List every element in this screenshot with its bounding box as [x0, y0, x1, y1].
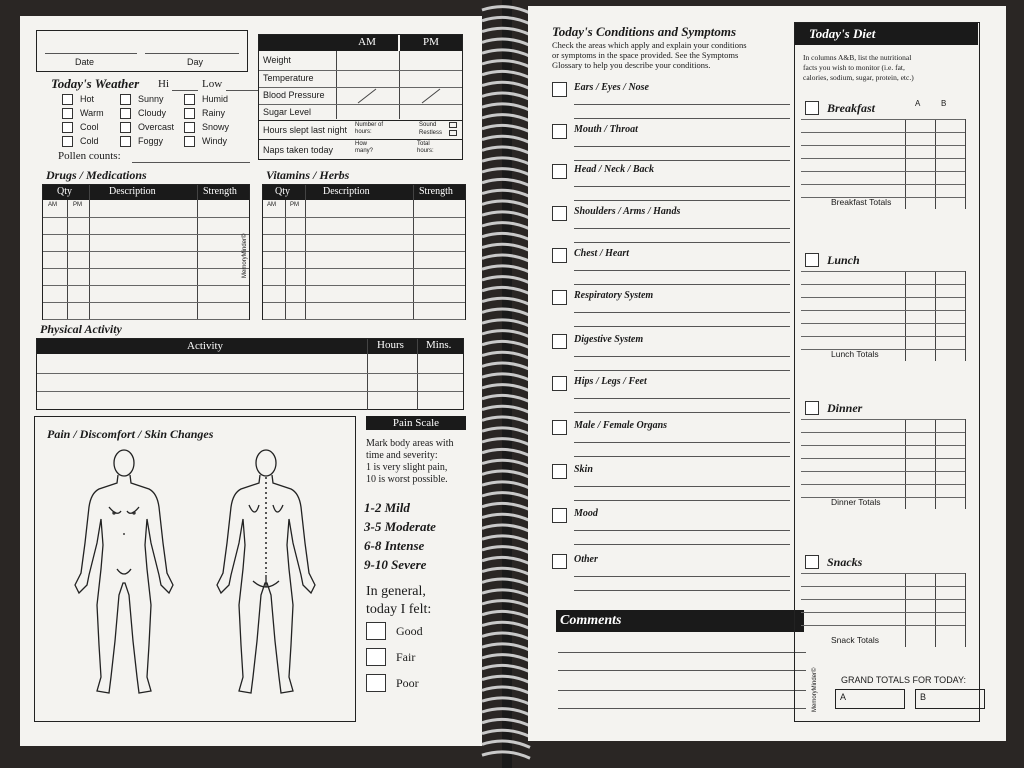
grand-total-a[interactable]: [835, 689, 905, 709]
condition-label: Shoulders / Arms / Hands: [574, 206, 681, 217]
drugs-table: [42, 184, 250, 320]
condition-checkbox[interactable]: [552, 464, 567, 479]
condition-label: Chest / Heart: [574, 248, 630, 259]
weather-option-label: Windy: [202, 136, 228, 146]
activity-header: Activity: [187, 340, 224, 352]
condition-label: Male / Female Organs: [574, 420, 668, 431]
vitals-weight: Weight: [263, 55, 291, 65]
vitamins-pm-label: PM: [290, 202, 299, 208]
condition-checkbox[interactable]: [552, 376, 567, 391]
pain-instruction-line: Mark body areas with: [366, 438, 454, 449]
meal-totals-label: Snack Totals: [831, 635, 880, 645]
meal-name: Lunch: [827, 253, 860, 267]
conditions-instruction-line: Glossary to help you describe your conditions.: [552, 60, 711, 70]
vitals-box: [258, 34, 463, 160]
condition-label: Ears / Eyes / Nose: [574, 82, 649, 93]
meal-checkbox[interactable]: [805, 253, 819, 267]
condition-checkbox[interactable]: [552, 554, 567, 569]
body-back-figure[interactable]: [201, 445, 331, 707]
date-label: Date: [75, 57, 95, 67]
drugs-pm-label: PM: [73, 202, 82, 208]
condition-checkbox[interactable]: [552, 334, 567, 349]
weather-checkbox[interactable]: [62, 94, 73, 105]
condition-label: Respiratory System: [574, 290, 654, 301]
feeling-checkbox[interactable]: [366, 674, 386, 692]
vitals-blood-pressure: Blood Pressure: [263, 90, 325, 100]
diet-col-b-header: B: [941, 99, 947, 108]
drugs-strength-header: Strength: [203, 186, 237, 197]
body-front-figure[interactable]: [59, 445, 189, 707]
pain-box: [34, 416, 356, 722]
conditions-title: Today's Conditions and Symptoms: [552, 24, 737, 39]
feeling-label: Poor: [396, 676, 419, 690]
meal-grid[interactable]: [801, 271, 973, 361]
meal-grid[interactable]: [801, 119, 973, 209]
pain-instruction-line: 10 is worst possible.: [366, 474, 448, 485]
drugs-am-label: AM: [48, 202, 57, 208]
pain-level: 9-10 Severe: [364, 557, 427, 572]
weather-checkbox[interactable]: [62, 122, 73, 133]
hours-slept-label: Hours slept last night: [263, 125, 348, 135]
diet-instruction-line: facts you wish to monitor (i.e. fat,: [803, 63, 905, 72]
weather-checkbox[interactable]: [184, 122, 195, 133]
condition-label: Hips / Legs / Feet: [574, 376, 647, 387]
left-page: [20, 16, 482, 746]
condition-label: Digestive System: [574, 334, 644, 345]
condition-label: Head / Neck / Back: [574, 164, 654, 175]
meal-name: Dinner: [827, 401, 863, 415]
meal-totals-label: Lunch Totals: [831, 349, 879, 359]
feeling-label: Fair: [396, 650, 416, 664]
number-of-hours-label: Number of hours:: [355, 122, 384, 135]
day-label: Day: [187, 57, 204, 67]
weather-checkbox[interactable]: [184, 94, 195, 105]
weather-checkbox[interactable]: [62, 108, 73, 119]
condition-checkbox[interactable]: [552, 82, 567, 97]
meal-grid[interactable]: [801, 419, 973, 509]
naps-label: Naps taken today: [263, 145, 334, 155]
diet-box: [794, 22, 980, 722]
pain-level: 3-5 Moderate: [364, 519, 436, 534]
weather-checkbox[interactable]: [184, 108, 195, 119]
pain-title: Pain / Discomfort / Skin Changes: [47, 427, 214, 441]
drugs-description-header: Description: [109, 186, 156, 197]
condition-label: Skin: [574, 464, 593, 475]
condition-checkbox[interactable]: [552, 164, 567, 179]
activity-table: [36, 338, 464, 410]
condition-checkbox[interactable]: [552, 420, 567, 435]
grand-totals-label: GRAND TOTALS FOR TODAY:: [841, 675, 967, 685]
weather-title: Today's Weather: [51, 76, 140, 91]
weather-checkbox[interactable]: [120, 94, 131, 105]
pain-level: 6-8 Intense: [364, 538, 425, 553]
weather-option-label: Rainy: [202, 108, 226, 118]
meal-checkbox[interactable]: [805, 401, 819, 415]
weather-option-label: Foggy: [138, 136, 164, 146]
vitamins-title: Vitamins / Herbs: [266, 168, 350, 182]
meal-totals-label: Dinner Totals: [831, 497, 881, 507]
general-feeling-label-2: today I felt:: [366, 602, 432, 617]
condition-checkbox[interactable]: [552, 508, 567, 523]
weather-option-label: Snowy: [202, 122, 230, 132]
vitals-pm-header: PM: [400, 35, 462, 51]
condition-checkbox[interactable]: [552, 206, 567, 221]
vitamins-description-header: Description: [323, 186, 370, 197]
weather-option-label: Warm: [80, 108, 104, 118]
condition-checkbox[interactable]: [552, 248, 567, 263]
weather-option-label: Overcast: [138, 122, 175, 132]
meal-totals-label: Breakfast Totals: [831, 197, 892, 207]
vitamins-strength-header: Strength: [419, 186, 453, 197]
pain-level: 1-2 Mild: [364, 500, 410, 515]
restless-label: Restless: [419, 130, 443, 136]
vitamins-table: [262, 184, 466, 320]
meal-grid[interactable]: [801, 573, 973, 647]
right-page: [528, 6, 1006, 741]
weather-checkbox[interactable]: [120, 122, 131, 133]
meal-name: Breakfast: [827, 101, 875, 115]
sound-label: Sound: [419, 122, 437, 128]
weather-option-label: Cloudy: [138, 108, 167, 118]
left-brand-vertical: MemoryMinder©: [242, 233, 248, 278]
date-day-box: [36, 30, 248, 72]
weather-option-label: Cold: [80, 136, 99, 146]
condition-label: Other: [574, 554, 598, 565]
vitals-sugar-level: Sugar Level: [263, 107, 312, 117]
diet-col-a-header: A: [915, 99, 921, 108]
activity-hours-header: Hours: [377, 339, 404, 351]
weather-checkbox[interactable]: [62, 136, 73, 147]
weather-checkbox[interactable]: [184, 136, 195, 147]
condition-label: Mouth / Throat: [574, 124, 638, 135]
pollen-label: Pollen counts:: [58, 150, 121, 162]
vitamins-am-label: AM: [267, 202, 276, 208]
weather-option-label: Hot: [80, 94, 95, 104]
total-hours-label: Total hours:: [417, 141, 434, 154]
condition-label: Mood: [574, 508, 598, 519]
feeling-checkbox[interactable]: [366, 622, 386, 640]
drugs-qty-header: Qty: [57, 186, 72, 197]
diet-title: Today's Diet: [795, 23, 978, 45]
activity-title: Physical Activity: [40, 322, 122, 336]
condition-checkbox[interactable]: [552, 124, 567, 139]
condition-checkbox[interactable]: [552, 290, 567, 305]
comments-header: Comments: [556, 610, 804, 632]
grand-total-b-label: B: [920, 692, 927, 702]
pain-instruction-line: time and severity:: [366, 450, 438, 461]
diet-instruction-line: In columns A&B, list the nutritional: [803, 53, 912, 62]
diet-instruction-line: calories, sodium, sugar, protein, etc.): [803, 73, 914, 82]
general-feeling-label-1: In general,: [366, 584, 426, 599]
vitals-am-header: AM: [336, 35, 398, 51]
weather-option-label: Cool: [80, 122, 99, 132]
weather-checkbox[interactable]: [120, 136, 131, 147]
conditions-instruction-line: or symptoms in the space provided. See the Symptoms: [552, 50, 739, 60]
feeling-label: Good: [396, 624, 423, 638]
meal-checkbox[interactable]: [805, 555, 819, 569]
spiral-binding: [478, 0, 534, 768]
right-brand-vertical: MemoryMinder©: [812, 667, 818, 712]
vitamins-qty-header: Qty: [275, 186, 290, 197]
grand-total-a-label: A: [840, 692, 847, 702]
grand-total-b[interactable]: [915, 689, 985, 709]
meal-checkbox[interactable]: [805, 101, 819, 115]
drugs-title: Drugs / Medications: [46, 168, 147, 182]
activity-mins-header: Mins.: [426, 339, 452, 351]
meal-name: Snacks: [827, 555, 863, 569]
pain-instruction-line: 1 is very slight pain,: [366, 462, 448, 473]
weather-option-label: Humid: [202, 94, 229, 104]
vitals-temperature: Temperature: [263, 73, 314, 83]
conditions-instruction-line: Check the areas which apply and explain your conditions: [552, 40, 747, 50]
how-many-label: How many?: [355, 141, 374, 154]
weather-low-label: Low: [202, 78, 223, 90]
pain-scale-header: Pain Scale: [366, 416, 466, 430]
feeling-checkbox[interactable]: [366, 648, 386, 666]
weather-hi-label: Hi: [158, 78, 169, 90]
weather-checkbox[interactable]: [120, 108, 131, 119]
weather-option-label: Sunny: [138, 94, 164, 104]
